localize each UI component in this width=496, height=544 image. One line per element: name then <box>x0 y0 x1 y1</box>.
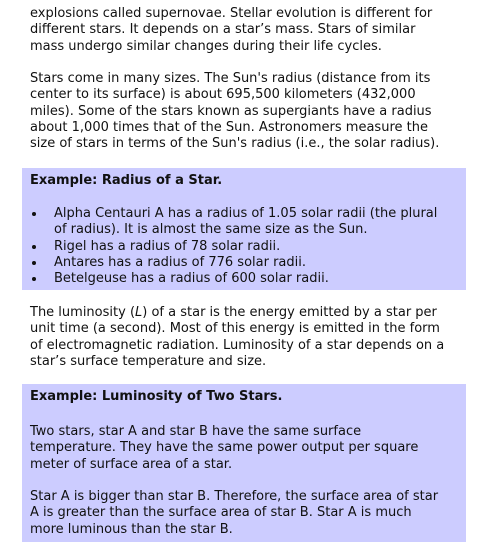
text-line: temperature. They have the same power output per square <box>30 440 419 456</box>
example-title: Example: Luminosity of Two Stars. <box>30 389 283 404</box>
example-paragraph <box>30 424 463 473</box>
example-box-radius <box>22 168 466 290</box>
text-line: explosions called supernovae. Stellar evolution is different for <box>30 6 433 21</box>
text-line: A is greater than the surface area of star B. Star A is much <box>30 505 412 521</box>
example-title: Example: Radius of a Star. <box>30 173 223 188</box>
list-item: Rigel has a radius of 78 solar radii. <box>22 239 464 255</box>
text-line: more luminous than the star B. <box>30 521 233 537</box>
text-line: The luminosity (L) of a star is the energy emitted by a star per <box>30 305 437 320</box>
text-line: meter of surface area of a star. <box>30 456 233 472</box>
text-line: star’s surface temperature and size. <box>30 353 267 369</box>
list-item: Antares has a radius of 776 solar radii. <box>22 255 464 271</box>
example-box-luminosity <box>22 384 466 542</box>
text-line: of electromagnetic radiation. Luminosity of a star depends on a <box>30 337 445 353</box>
text-line: Star A is bigger than star B. Therefore, the surface area of star <box>30 489 439 504</box>
text-line: Two stars, star A and star B have the same surface <box>30 424 362 439</box>
text-line: mass undergo similar changes during their life cycles. <box>30 38 382 54</box>
text-line: miles). Some of the stars known as supergiants have a radius <box>30 103 432 119</box>
text-line: Stars come in many sizes. The Sun's radius (distance from its <box>30 71 431 86</box>
paragraph-luminosity <box>30 305 463 370</box>
text-line: Alpha Centauri A has a radius of 1.05 solar radii (the plural <box>54 206 438 221</box>
example-paragraph <box>30 489 463 538</box>
text-line: about 1,000 times that of the Sun. Astronomers measure the <box>30 119 428 135</box>
text-line: size of stars in terms of the Sun's radius (i.e., the solar radius). <box>30 136 440 152</box>
paragraph-stellar-evolution <box>30 6 463 55</box>
text-line: of radius). It is almost the same size as the Sun. <box>54 222 368 238</box>
radius-list <box>22 206 466 287</box>
list-item <box>22 206 464 239</box>
text-line: center to its surface) is about 695,500 kilometers (432,000 <box>30 87 416 103</box>
text-line: unit time (a second). Most of this energy is emitted in the form <box>30 321 440 337</box>
text-line: different stars. It depends on a star’s mass. Stars of similar <box>30 22 416 38</box>
list-item: Betelgeuse has a radius of 600 solar radii. <box>22 271 464 287</box>
paragraph-star-sizes <box>30 71 463 152</box>
